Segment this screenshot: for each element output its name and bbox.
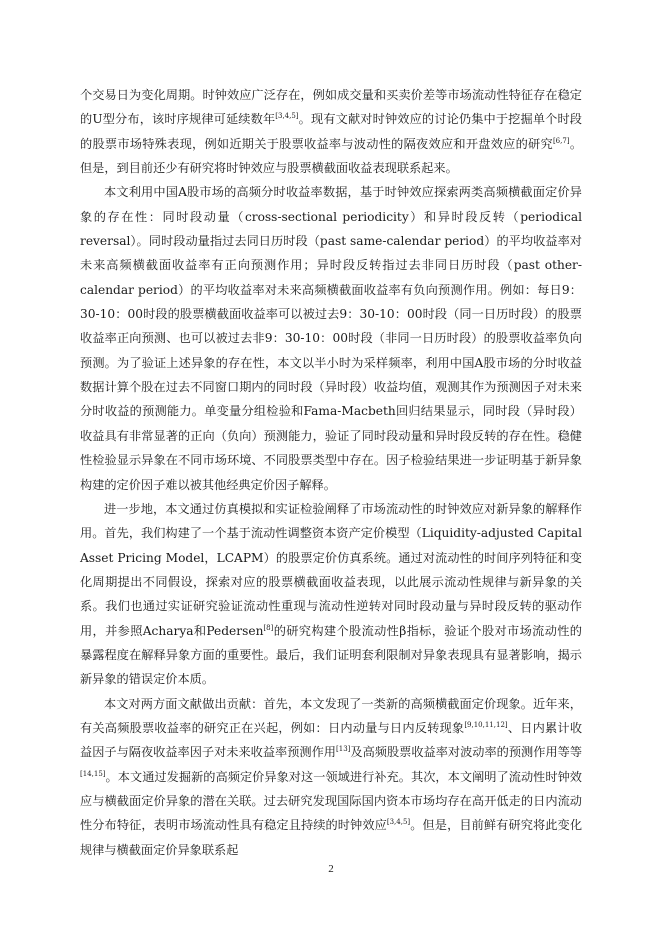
citation-superscript: [13] bbox=[336, 745, 351, 754]
text-run: 。但是，目前鲜有研究将此变化规律与横截面定价异象联系起 bbox=[80, 818, 583, 857]
text-run: 。但是，到目前还少有研究将时钟效应与股票横截面收益表现联系起来。 bbox=[80, 136, 583, 176]
text-run: 的研究构建个股流动性β指标，验证个股对市场流动性的暴露程度在解释异象方面的重要性。最后，我们证明套利限制对异象表现具有显著影响，揭示新异象的错误定价本质。 bbox=[80, 623, 582, 687]
text-run: 进一步地，本文通过仿真模拟和实证检验阐释了市场流动性的时钟效应对新异象的解释作用。首先，我们构建了一个基于流动性调整资本资产定价模型（Liquidity-adjusted Capital Asset Pricing Model，LCAPM）的股票定价仿真系统。通过对流动性的时间序列特征和变化周期提出不同假设，探索对应的股票横截面收益表现，以此展示流动性规律与新异象的关系。我们也通过实证研究验证流动性重现与流动性逆转对同时段动量与异时段反转的驱动作用，并参照Acharya和Pedersen bbox=[80, 501, 582, 638]
text-run: 本文对两方面文献做出贡献：首先，本文发现了一类新的高频横截面定价现象。近年来，有关高频股票收益率的研究正在兴起，例如：日内动量与日内反转现象 bbox=[80, 696, 582, 735]
text-run: 本文利用中国A股市场的高频分时收益率数据，基于时钟效应探索两类高频横截面定价异象的存在性：同时段动量（cross-sectional periodicity）和异时段反转（periodical reversal）。同时段动量指过去同日历时段（past same-calendar period）的平均收益率对未来高频横截面收益率有正向预测作用；异时段反转指过去非同日历时段（past other-calendar period）的平均收益率对未来高频横截面收益率有负向预测作用。例如：每日9：30-10：00时段的股票横截面收益率可以被过去9：30-10：00时段（同一日历时段）的股票收益率正向预测、也可以被过去非9：30-10：00时段（非同一日历时段）的股票收益率负向预测。为了验证上述异象的存在性，本文以半小时为采样频率，利用中国A股市场的分时收益数据计算个股在过去不同窗口期内的同时段（异时段）收益均值，观测其作为预测因子对未来分时收益的预测能力。单变量分组检验和Fama-Macbeth回归结果显示，同时段（异时段）收益具有非常显著的正向（负向）预测能力，验证了同时段动量和异时段反转的存在性。稳健性检验显示异象在不同市场环境、不同股票类型中存在。因子检验结果进一步证明基于新异象构建的定价因子难以被其他经典定价因子解释。 bbox=[80, 185, 582, 492]
paragraph bbox=[80, 497, 582, 692]
citation-superscript: [3,4,5] bbox=[386, 818, 411, 827]
citation-superscript: [8] bbox=[263, 623, 274, 632]
paragraph bbox=[80, 180, 582, 496]
citation-superscript: [6,7] bbox=[552, 136, 570, 145]
text-run: 、日内累计收益因子与隔夜收益率因子对未来收益率预测作用 bbox=[80, 720, 583, 760]
page-number: 2 bbox=[328, 863, 334, 875]
text-run: 。本文通过发掘新的高频定价异象对这一领域进行补充。其次，本文阐明了流动性时钟效应与横截面定价异象的潜在关联。过去研究发现国际国内资本市场均存在高开低走的日内流动性分布特征，表明市场流动性具有稳定且持续的时钟效应 bbox=[80, 769, 582, 833]
citation-superscript: [14,15] bbox=[80, 769, 106, 778]
text-run: 。现有文献对时钟效应的讨论仍集中于挖掘单个时段的股票市场特殊表现，例如近期关于股票收益率与波动性的隔夜效应和开盘效应的研究 bbox=[80, 112, 582, 151]
paragraph bbox=[80, 83, 582, 180]
text-run: 及高频股票收益率对波动率的预测作用等等 bbox=[350, 745, 583, 760]
citation-superscript: [3,4,5] bbox=[275, 112, 299, 121]
paragraph bbox=[80, 692, 582, 862]
body-text bbox=[80, 83, 582, 862]
citation-superscript: [9,10,11,12] bbox=[464, 720, 508, 729]
text-run: 个交易日为变化周期。时钟效应广泛存在，例如成交量和买卖价差等市场流动性特征存在稳定的U型分布，该时序规律可延续数年 bbox=[80, 88, 582, 127]
